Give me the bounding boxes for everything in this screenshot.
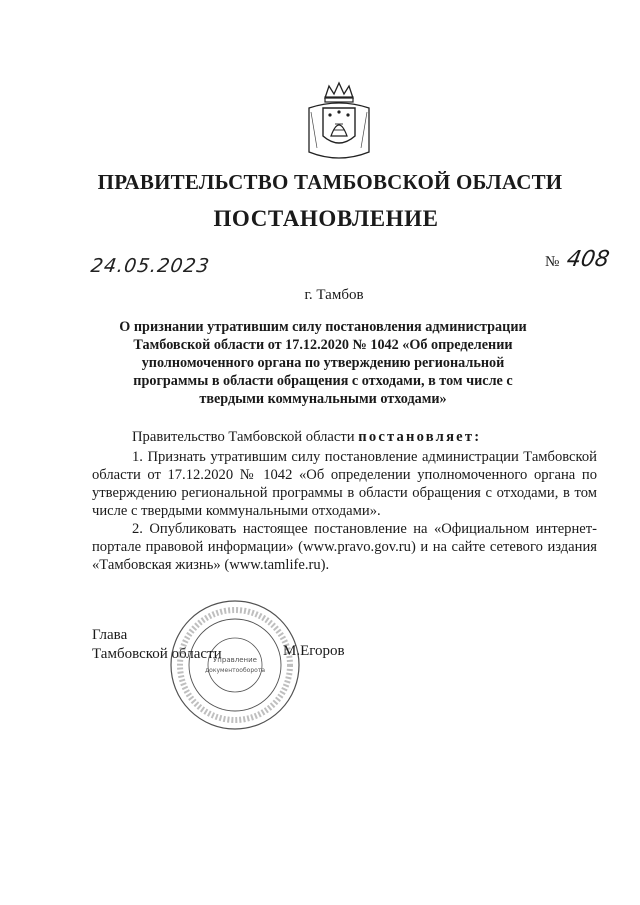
document-date: 24.05.2023 — [89, 255, 212, 277]
signatory-name: М.Егоров — [283, 643, 345, 659]
signatory-position-line2: Тамбовской области — [92, 646, 222, 662]
document-number — [545, 247, 612, 272]
round-stamp-icon — [168, 598, 302, 732]
intro-line — [92, 428, 597, 446]
signatory-position-line1: Глава — [92, 627, 128, 643]
document-type-heading: ПОСТАНОВЛЕНИЕ — [213, 206, 439, 231]
intro-action: постановляет: — [358, 429, 482, 445]
number-sign: № — [545, 254, 560, 270]
document-body — [92, 428, 597, 574]
coat-of-arms-emblem — [303, 78, 375, 168]
body-item-1: 1. Признать утратившим силу постановление администрации Тамбовской области от 17.12.2020 № 1042 «Об определении уполномоченного органа по утверждению региональной программы в области обращения с отходами, в том числе с твердыми коммунальными отходами». — [92, 449, 597, 519]
document-number-value: 408 — [564, 247, 612, 272]
stamp-center-line2: документооборота — [205, 667, 265, 674]
round-stamp — [168, 598, 302, 732]
tambov-coat-of-arms-icon — [303, 78, 375, 168]
stamp-center-line1: Управление — [213, 656, 257, 664]
intro-start: Правительство Тамбовской области — [132, 429, 355, 445]
document-subject: О признании утратившим силу постановления администрации Тамбовской области от 17.12.2020 № 1042 «Об определении уполномоченного органа по утверждению региональной программы в области обращения с отходами, в том числе с твердыми коммунальными отходами» — [119, 319, 527, 407]
body-item-2: 2. Опубликовать настоящее постановление на «Официальном интернет-портале правовой информации» (www.pravo.gov.ru) и на сайте сетевого издания «Тамбовская жизнь» (www.tamlife.ru). — [92, 521, 597, 573]
organization-title: ПРАВИТЕЛЬСТВО ТАМБОВСКОЙ ОБЛАСТИ — [97, 170, 563, 194]
city-line: г. Тамбов — [304, 287, 364, 303]
